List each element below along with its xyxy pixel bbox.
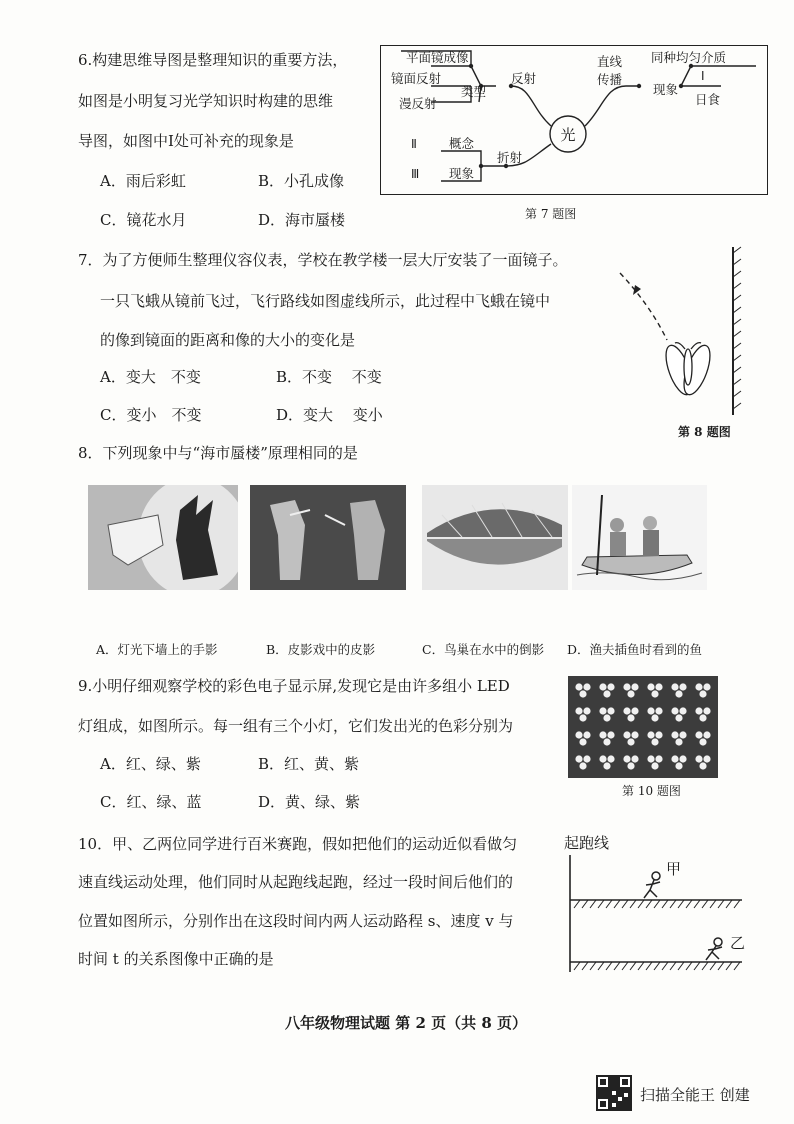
q10-line-3: 位置如图所示，分别作出在这段时间内两人运动路程 s、速度 v 与 [78, 912, 514, 930]
q7-option-c: C．变小 不变 [100, 406, 202, 424]
led-light [671, 755, 678, 762]
led-light [703, 683, 710, 690]
fig8-caption: 第 8 题图 [678, 425, 731, 439]
mindmap-plane-mirror: 平面镜成像 [406, 50, 469, 65]
q10-line-1: 10．甲、乙两位同学进行百米赛跑，假如把他们的运动近似看做匀 [78, 835, 518, 853]
led-light [575, 755, 582, 762]
led-light [583, 755, 590, 762]
q6-line-1: 6.构建思维导图是整理知识的重要方法， [78, 51, 348, 69]
q6-option-d: D．海市蜃楼 [258, 211, 346, 229]
led-light [579, 738, 586, 745]
led-light [695, 707, 702, 714]
fig7-mindmap [380, 45, 768, 195]
led-light [599, 755, 606, 762]
q9-option-b: B．红、黄、紫 [258, 755, 360, 773]
led-light [699, 762, 706, 769]
led-light [603, 762, 610, 769]
q7-line-1: 7．为了方便师生整理仪容仪表，学校在教学楼一层大厅安装了一面镜子。 [78, 251, 568, 269]
led-light [631, 707, 638, 714]
mindmap-refraction: 折射 [497, 150, 523, 165]
runner-jia-label: 甲 [666, 860, 682, 878]
led-light [623, 755, 630, 762]
q7-line-2: 一只飞蛾从镜前飞过，飞行路线如图虚线所示，此过程中飞蛾在镜中 [100, 292, 551, 310]
led-light [623, 707, 630, 714]
led-light [623, 683, 630, 690]
q9-line-2: 灯组成，如图所示。每一组有三个小灯，它们发出光的色彩分别为 [78, 717, 514, 735]
led-light [627, 690, 634, 697]
mindmap-reflection: 反射 [511, 71, 537, 86]
led-light [627, 762, 634, 769]
led-light [631, 683, 638, 690]
led-light [579, 714, 586, 721]
q6-option-b: B．小孔成像 [258, 172, 345, 190]
mindmap-specular: 镜面反射 [391, 71, 442, 86]
led-light [695, 755, 702, 762]
led-light [631, 755, 638, 762]
led-light [675, 762, 682, 769]
led-light [703, 755, 710, 762]
q10-line-2: 速直线运动处理，他们同时从起跑线起跑，经过一段时间后他们的 [78, 873, 514, 891]
q10-line-4: 时间 t 的关系图像中正确的是 [78, 950, 274, 968]
led-light [583, 683, 590, 690]
fisherman-photo [572, 485, 707, 590]
led-light [655, 731, 662, 738]
led-light [655, 683, 662, 690]
mindmap-type: 类型 [461, 84, 487, 99]
mindmap-center: 光 [560, 126, 576, 144]
led-light [651, 690, 658, 697]
hand-shadow-photo [88, 485, 238, 590]
led-light [647, 755, 654, 762]
fig8-mirror-figure [605, 245, 755, 420]
q7-line-3: 的像到镜面的距离和像的大小的变化是 [100, 331, 356, 349]
mindmap-diagram [381, 46, 767, 194]
fig7-caption: 第 7 题图 [525, 207, 577, 221]
led-light [583, 707, 590, 714]
led-light [579, 762, 586, 769]
led-light [603, 738, 610, 745]
led-light [671, 731, 678, 738]
q9-line-1: 9.小明仔细观察学校的彩色电子显示屏,发现它是由许多组小 LED [78, 677, 510, 695]
led-light [631, 731, 638, 738]
led-light [703, 731, 710, 738]
mindmap-concept: 概念 [449, 136, 475, 151]
page-footer: 八年级物理试题 第 2 页（共 8 页） [285, 1014, 527, 1032]
led-light [695, 683, 702, 690]
led-light [647, 683, 654, 690]
led-light [655, 707, 662, 714]
led-light [651, 762, 658, 769]
q7-option-b: B．不变 不变 [276, 368, 382, 386]
led-light [679, 731, 686, 738]
mindmap-roman-1: Ⅰ [701, 69, 705, 83]
q8-caption-d: D．渔夫插鱼时看到的鱼 [567, 642, 703, 657]
led-light [655, 755, 662, 762]
led-light [671, 707, 678, 714]
led-light [699, 738, 706, 745]
birds-nest-reflection-photo [422, 485, 568, 590]
q9-option-c: C．红、绿、蓝 [100, 793, 202, 811]
led-light [695, 731, 702, 738]
race-figure [560, 830, 750, 980]
led-light [607, 755, 614, 762]
led-light [603, 690, 610, 697]
led-light [675, 714, 682, 721]
led-light [627, 738, 634, 745]
led-light [627, 714, 634, 721]
led-light [679, 707, 686, 714]
led-display-figure [568, 676, 718, 778]
led-light [575, 683, 582, 690]
q8-caption-c: C．鸟巢在水中的倒影 [422, 642, 545, 657]
fig10-caption: 第 10 题图 [622, 784, 681, 798]
led-light [599, 731, 606, 738]
mindmap-eclipse: 日食 [695, 92, 721, 107]
led-light [583, 731, 590, 738]
qr-code-icon [596, 1075, 632, 1111]
led-light [607, 683, 614, 690]
q7-option-d: D．变大 变小 [276, 406, 383, 424]
led-light [675, 690, 682, 697]
led-light [607, 731, 614, 738]
q6-option-a: A．雨后彩虹 [100, 172, 186, 190]
led-light [679, 683, 686, 690]
watermark-text: 扫描全能王 创建 [640, 1086, 750, 1104]
led-light [699, 690, 706, 697]
q7-option-a: A．变大 不变 [100, 368, 201, 386]
led-light [671, 683, 678, 690]
mindmap-roman-2: Ⅱ [411, 137, 417, 151]
mindmap-straight: 直线 [597, 54, 623, 69]
q6-option-c: C．镜花水月 [100, 211, 187, 229]
led-light [579, 690, 586, 697]
q9-option-d: D．黄、绿、紫 [258, 793, 361, 811]
q9-option-a: A．红、绿、紫 [100, 755, 201, 773]
led-light [651, 714, 658, 721]
runner-yi-label: 乙 [730, 934, 746, 952]
mindmap-propagation: 传播 [597, 72, 623, 87]
led-light [575, 707, 582, 714]
mindmap-diffuse: 漫反射 [399, 96, 437, 111]
led-light [607, 707, 614, 714]
q8-caption-a: A．灯光下墙上的手影 [96, 642, 218, 657]
q6-line-2: 如图是小明复习光学知识时构建的思维 [78, 92, 334, 110]
led-light [703, 707, 710, 714]
mindmap-phenomenon-2: 现象 [449, 166, 475, 181]
led-light [599, 683, 606, 690]
led-light [623, 731, 630, 738]
mindmap-uniform-medium: 同种均匀介质 [651, 50, 727, 65]
led-light [575, 731, 582, 738]
led-light [699, 714, 706, 721]
led-light [679, 755, 686, 762]
q6-line-3: 导图，如图中Ⅰ处可补充的现象是 [78, 132, 294, 150]
shadow-puppet-photo [250, 485, 406, 590]
led-light [675, 738, 682, 745]
led-light [603, 714, 610, 721]
mindmap-phenomenon: 现象 [653, 82, 679, 97]
led-light [647, 707, 654, 714]
start-line-label: 起跑线 [564, 834, 610, 852]
mindmap-roman-3: Ⅲ [411, 167, 420, 181]
led-light [647, 731, 654, 738]
q8-line: 8．下列现象中与“海市蜃楼”原理相同的是 [78, 444, 358, 462]
led-light [651, 738, 658, 745]
led-light [599, 707, 606, 714]
q8-caption-b: B．皮影戏中的皮影 [266, 642, 376, 657]
